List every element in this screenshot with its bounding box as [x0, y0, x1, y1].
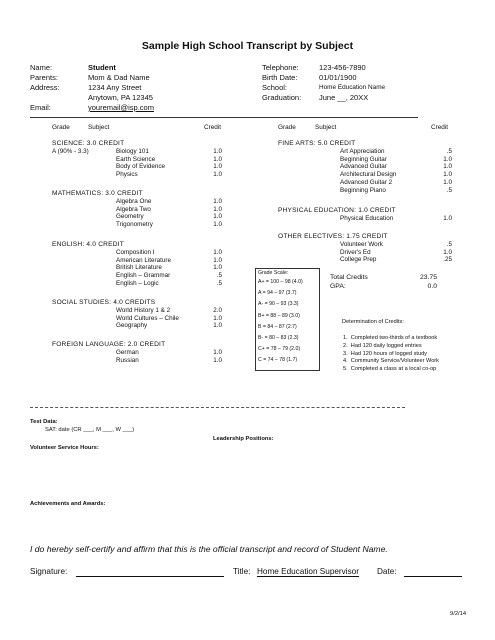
- leadership-label: Leadership Positions:: [213, 436, 274, 442]
- grade-scale-row: C+ = 78 – 79 (2.0): [258, 346, 301, 353]
- course-name: Russian: [116, 356, 139, 364]
- section-title: OTHER ELECTIVES: 1.75 CREDIT: [278, 233, 388, 240]
- course-credit: .5: [446, 186, 452, 194]
- course-credit: 1.0: [213, 264, 222, 272]
- course-name: Biology 101: [116, 148, 149, 155]
- course-credit: .5: [216, 272, 222, 280]
- section-title: FOREIGN LANGUAGE: 2.0 CREDIT: [52, 341, 166, 348]
- birth-value: 01/01/1900: [319, 73, 357, 82]
- course-credit: 1.0: [213, 256, 222, 264]
- determination-list: [343, 335, 439, 374]
- course-name: Advanced Guitar 2: [340, 178, 393, 186]
- course-credit: 1.0: [213, 155, 222, 163]
- section-title: FINE ARTS: 5.0 CREDIT: [278, 140, 356, 147]
- course-name: College Prep: [340, 256, 377, 264]
- course-name: Advanced Guitar: [340, 163, 387, 171]
- col-subject-left: Subject: [88, 124, 110, 131]
- determination-item: 5. Completed a class at a local co-op: [343, 366, 437, 373]
- course-credit: .5: [446, 148, 452, 155]
- course-credit: 1.0: [213, 213, 222, 221]
- gpa-value: 0.0: [427, 283, 437, 290]
- determination-item: 3. Had 120 hours of logged study: [343, 350, 427, 357]
- email-link[interactable]: youremail@isp.com: [88, 103, 154, 112]
- course-name: Volunteer Work: [340, 241, 383, 248]
- course-name: World Cultures – Chile: [116, 314, 179, 322]
- telephone-label: Telephone:: [262, 63, 299, 72]
- section-title: MATHEMATICS: 3.0 CREDIT: [52, 190, 143, 197]
- date-label: Date:: [377, 567, 397, 576]
- course-credit: 1.0: [443, 171, 452, 179]
- school-label: School:: [262, 83, 288, 92]
- signature-line[interactable]: [76, 568, 224, 577]
- volunteer-label: Volunteer Service Hours:: [30, 445, 99, 451]
- course-credit: 1.0: [443, 155, 452, 163]
- col-credit-left: Credit: [204, 124, 222, 131]
- birth-label: Birth Date:: [262, 73, 298, 82]
- course-name: World History 1 & 2: [116, 307, 171, 314]
- footer-divider: [30, 407, 405, 408]
- course-credit: 1.0: [213, 349, 222, 356]
- grade-scale-row: C = 74 – 78 (1.7): [258, 357, 298, 364]
- course-credit: 1.0: [213, 314, 222, 322]
- course-name: Algebra Two: [116, 205, 151, 213]
- course-credit: 1.0: [213, 163, 222, 171]
- student-name: Student: [88, 63, 116, 72]
- course-name: Physical Education: [340, 215, 394, 222]
- course-name: German: [116, 349, 139, 356]
- col-grade-right: Grade: [278, 124, 296, 131]
- course-credit: 1.0: [213, 221, 222, 229]
- title-label: Title:: [233, 567, 251, 576]
- certification-statement: I do hereby self-certify and affirm that this is the official transcript and record of Student Name.: [30, 544, 388, 554]
- col-grade-left: Grade: [52, 124, 70, 131]
- grade-scale-row: A = 94 – 97 (3.7): [258, 290, 297, 297]
- address-label: Address:: [30, 83, 60, 92]
- parents-label: Parents:: [30, 73, 58, 82]
- course-name: Algebra One: [116, 198, 152, 205]
- test-data-label: Test Data:: [30, 419, 58, 425]
- course-name: Beginning Piano: [340, 186, 386, 194]
- achievements-label: Achievements and Awards:: [30, 501, 106, 507]
- header-divider: [30, 117, 418, 118]
- determination-title: Determination of Credits:: [342, 319, 404, 325]
- course-name: Composition I: [116, 249, 155, 256]
- address-line2: Anytown, PA 12345: [88, 93, 153, 102]
- date-line[interactable]: [404, 568, 462, 577]
- course-credit: 1.0: [213, 322, 222, 330]
- grade-scale-box: [255, 268, 320, 371]
- address-line1: 1234 Any Street: [88, 83, 142, 92]
- determination-item: 1. Completed two-thirds of a textbook: [343, 335, 438, 341]
- course-credit: .5: [216, 279, 222, 287]
- total-credits-value: 23.75: [419, 274, 437, 281]
- name-label: Name:: [30, 63, 53, 72]
- course-credit: .25: [443, 256, 452, 264]
- course-credit: 1.0: [213, 249, 222, 256]
- signature-label: Signature:: [30, 567, 68, 576]
- grade-scale-title: Grade Scale:: [258, 270, 289, 276]
- course-credit: 1.0: [213, 198, 222, 205]
- determination-item: 4. Community Service/Volunteer Work: [343, 358, 439, 365]
- gpa-label: GPA:: [330, 283, 346, 290]
- course-name: English – Grammar: [116, 272, 171, 280]
- course-credit: 1.0: [443, 248, 452, 256]
- course-credit: 1.0: [213, 356, 222, 364]
- grade-scale-row: B- = 80 – 83 (2.3): [258, 335, 299, 342]
- course-credit: 1.0: [213, 171, 222, 179]
- section-title: ENGLISH: 4.0 CREDIT: [52, 241, 124, 248]
- course-name: Architectural Design: [340, 171, 397, 179]
- graduation-label: Graduation:: [262, 93, 302, 102]
- telephone-value: 123-456-7890: [319, 63, 366, 72]
- col-subject-right: Subject: [315, 124, 337, 131]
- title-value: Home Education Supervisor: [257, 567, 359, 576]
- col-credit-right: Credit: [431, 124, 449, 131]
- determination-item: 2. Had 120 daily logged entries: [343, 342, 422, 349]
- course-name: Driver's Ed: [340, 248, 371, 256]
- course-name: Trigonometry: [116, 221, 153, 229]
- course-name: British Literature: [116, 264, 162, 272]
- course-credit: 2.0: [213, 307, 222, 314]
- sat-line: SAT: date (CR ___, M ___, W ___): [45, 427, 135, 433]
- section-title: SOCIAL STUDIES: 4.0 CREDITS: [52, 299, 156, 306]
- grade-scale-row: B = 84 – 87 (2.7): [258, 323, 297, 330]
- graduation-value: June __, 20XX: [319, 93, 369, 102]
- course-name: English – Logic: [116, 279, 159, 287]
- course-credit: 1.0: [443, 215, 452, 222]
- course-credit: .5: [446, 241, 452, 248]
- section-title: SCIENCE: 3.0 CREDIT: [52, 140, 125, 147]
- course-credit: 1.0: [213, 205, 222, 213]
- parents-value: Mom & Dad Name: [88, 73, 150, 82]
- course-name: American Literature: [116, 256, 171, 264]
- grade-scale-row: A+ = 100 – 98 (4.0): [258, 279, 303, 285]
- course-credit: 1.0: [443, 178, 452, 186]
- course-credit: 1.0: [443, 163, 452, 171]
- course-credit: 1.0: [213, 148, 222, 155]
- course-name: Geography: [116, 322, 148, 330]
- course-name: Geometry: [116, 213, 144, 221]
- grade-scale-row: A- = 90 – 93 (3.3): [258, 301, 299, 308]
- document-title: Sample High School Transcript by Subject: [141, 40, 354, 52]
- section-title: PHYSICAL EDUCATION: 1.0 CREDIT: [278, 207, 396, 214]
- email-label: Email:: [30, 103, 51, 112]
- course-name: Earth Science: [116, 155, 156, 163]
- grade-note: A (90% - 3.3): [52, 148, 89, 155]
- course-name: Body of Evidence: [116, 163, 166, 171]
- course-name: Beginning Guitar: [340, 155, 387, 163]
- course-name: Art Appreciation: [340, 148, 385, 155]
- document-date: 9/2/14: [450, 611, 467, 617]
- total-credits-label: Total Credits: [330, 274, 368, 281]
- course-name: Physics: [116, 171, 138, 179]
- school-value: Home Education Name: [319, 84, 386, 91]
- grade-scale-row: B+ = 88 – 89 (3.0): [258, 312, 300, 319]
